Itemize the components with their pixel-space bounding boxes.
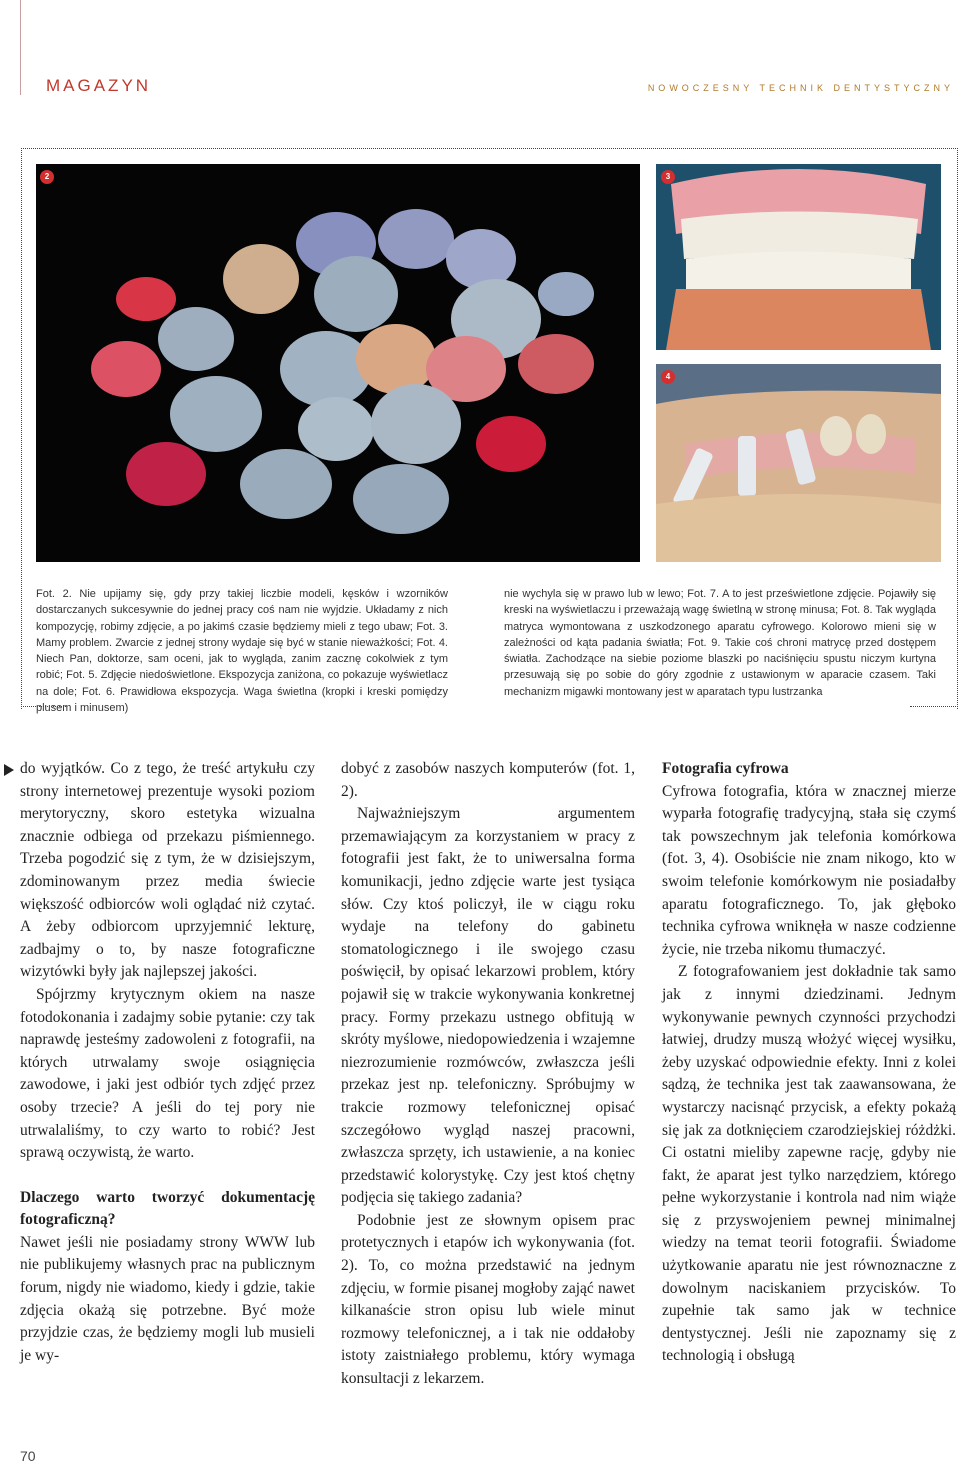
caption-right: nie wychyla się w prawo lub w lewo; Fot. 7. A to jest prześwietlone zdjęcie. Pojawiły się kreski na wyświetlaczu i przeważają wagę świetlną w stronę minusa; Fot. 8. Tak wygląda matryca wymontowana z uszkodzonego aparatu cyfrowego. Kolorowo mieni się w zależności od kąta padania światła; Fot. 9. Takie coś chroni matrycę przed dostępem światła. Zachodzące na siebie poziome blaszki po naciśnięciu spustu niczym kurtyna przesuwają się po sobie do góry zgodnie z ustawionym w aparacie czasem. Taki mechanizm migawki montowany jest w aparatach typu lustrzanka <box>504 588 936 698</box>
section-title: MAGAZYN <box>46 76 152 95</box>
implant-model-image <box>656 364 941 562</box>
caption-divider-right <box>910 706 956 707</box>
header-rule <box>20 0 21 95</box>
figure-4-number: 4 <box>661 370 675 384</box>
col2-paragraph-1: dobyć z zasobów naszych komputerów (fot. 1, 2). <box>341 760 635 800</box>
figure-3-number: 3 <box>661 170 675 184</box>
photo-dental-models <box>36 164 640 562</box>
caption-left: Fot. 2. Nie upijamy się, gdy przy takiej liczbie modeli, kęsków i wzorników dostarczanych sukcesywnie do jednej pracy coś nam nie wyjdzie. Układamy z nich kompozycję, robimy zdjęcie, a po jakimś czasie będziemy mieli z tego ubaw; Fot. 3. Mamy problem. Zwarcie z jednej strony wydaje się być w stanie nieważkości; Fot. 4. Niech Pan, doktorze, sam oceni, jak to wygląda, zanim zacznę cokolwiek z tym robić; Fot. 5. Zdjęcie niedoświetlone. Ekspozycja zaniżona, co pokazuje wyświetlacz na dole; Fot. 6. Prawidłowa ekspozycja. Waga świetlna (kropki i kreski pomiędzy plusem i minusem) <box>36 588 448 715</box>
page-number: 70 <box>20 1448 36 1464</box>
journal-title: NOWOCZESNY TECHNIK DENTYSTYCZNY <box>647 83 954 93</box>
dental-models-image <box>36 164 640 562</box>
figure-2-number: 2 <box>40 170 54 184</box>
col2-paragraph-3: Podobnie jest ze słownym opisem prac protetycznych i etapów ich wykonywania (fot. 2). To, co można przedstawić na jednym zdjęciu, w formie pisanej mogłoby zająć nawet kilkanaście stron opisu lub wiele minut rozmowy telefonicznej, a i tak nie oddałoby istoty zaistniałego problemu, który wymaga konsultacji z lekarzem. <box>341 1211 635 1388</box>
photo-denture-occlusion <box>656 164 941 350</box>
col3-paragraph-2: Z fotografowaniem jest dokładnie tak samo jak z innymi dziedzinami. Jednym wykonywanie pewnych czynności przychodzi łatwiej, drudzy muszą włożyć więcej wysiłku, żeby uzyskać odpowiednie efekty. Inni z kolei sądzą, że technika jest tak zaawansowana, że wystarczy nacisnąć przycisk, a efekty pokażą się jak za dotknięciem czarodziejskiej różdżki. Ci ostatni mieliby zapewne rację, gdyby nie fakt, że aparat jest tylko narzędziem, którego pełne wykorzystanie i kontrola nad nim wiąże się z przyswojeniem pewnej minimalnej wiedzy na temat teorii fotografii. Świadome użytkowanie aparatu nie jest równoznaczne z dowolnym naciskaniem przycisków. To zupełnie tak samo jak w technice dentystycznej. Jeśli nie zapoznamy się z technologią i obsługą <box>662 963 956 1365</box>
col1-heading: Dlaczego warto tworzyć dokumentację fotograficzną? <box>20 1188 315 1229</box>
col1-paragraph-2: Spójrzmy krytycznym okiem na nasze fotodokonania i zadajmy sobie pytanie: czy tak naprawdę jesteśmy zadowoleni z fotografii, na których utrwalamy swoje osiągnięcia zawodowe, i jaki jest odbiór tych zdjęć przez osoby trzecie? A jeśli do tej pory nie utrwalaliśmy, to czy warto to robić? Jest sprawą oczywistą, że warto. <box>20 985 315 1162</box>
photo-implant-model <box>656 364 941 562</box>
col1-paragraph-3: Nawet jeśli nie posiadamy strony WWW lub nie publikujemy własnych prac na publicznym forum, nigdy nie wiadomo, kiedy i gdzie, takie zdjęcia okażą się potrzebne. Być może przyjdzie czas, że będziemy mogli lub musieli je wy- <box>20 1233 315 1364</box>
body-column-3 <box>662 758 956 1368</box>
col3-paragraph-1: Cyfrowa fotografia, która w znacznej mierze wyparła fotografię tradycyjną, stała się czymś tak powszechnym jak telefonia komórkowa (fot. 3, 4). Osobiście nie znam nikogo, kto w swoim telefonie komórkowym nie posiadałby aparatu fotograficznego. To, jak głęboko technika cyfrowa wniknęła w nasze codzienne życie, nie trzeba nikomu tłumaczyć. <box>662 782 956 958</box>
body-column-2 <box>341 758 635 1391</box>
denture-occlusion-image <box>656 164 941 350</box>
col1-paragraph-1: do wyjątków. Co z tego, że treść artykułu czy strony internetowej prezentuje wysoki poziom merytoryczny, skoro estetyka wizualna znacznie odbiega od przekazu piśmiennego. Trzeba pogodzić się z tym, że w dzisiejszym, zdominowanym przez media świecie większość odbiorców woli oglądać niż czytać. A żeby odbiorcom uprzyjemnić lekturę, zadbajmy o to, by nasze fotograficzne wizytówki były jak najlepszej jakości. <box>20 760 315 981</box>
col2-paragraph-2: Najważniejszym argumentem przemawiającym za korzystaniem w pracy z fotografii jest fakt, że to uniwersalna forma komunikacji, jedno zdjęcie warte jest tysiąca słów. Czy ktoś policzył, ile w ciągu roku wydaje na telefony do gabinetu stomatologicznego i ile swojego czasu poświęcił, by opisać lekarzowi problem, który pojawił się w trakcie wykonywania konkretnej pracy. Formy przekazu ustnego obfitują w skróty myślowe, niedopowiedzenia i wzajemne niezrozumienie rozmówców, zwłaszcza jeśli przekaz jest np. telefoniczny. Spróbujmy w trakcie rozmowy telefonicznej opisać szczegółowo wygląd naszej pracowni, zwłaszcza sprzęty, ich ustawienie, a na koniec przedstawić kolorystykę. Czy jest ktoś chętny podjęcia się takiego zadania? <box>341 805 635 1207</box>
body-column-1 <box>20 758 315 1367</box>
col3-heading: Fotografia cyfrowa <box>662 760 789 777</box>
caption-divider-left <box>21 706 66 707</box>
continuation-arrow-icon <box>4 764 14 776</box>
